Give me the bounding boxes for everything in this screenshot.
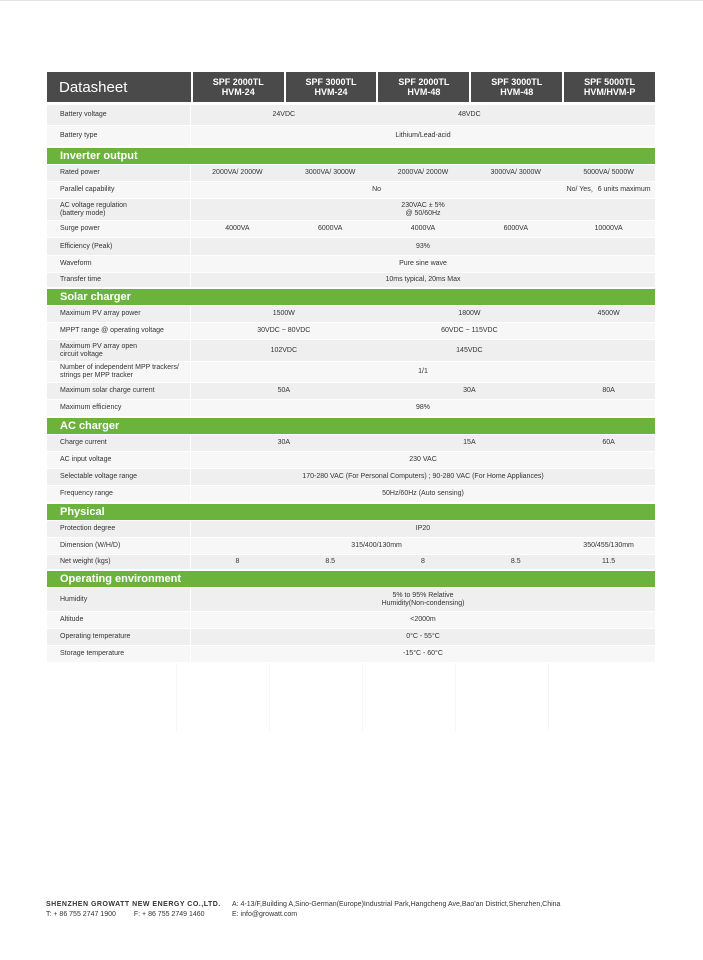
row-waveform (47, 256, 655, 272)
row-mppt-range (47, 323, 655, 339)
ghost-divider (269, 663, 270, 731)
value-surge-3: 4000VA (410, 225, 436, 232)
value-charge-current-24: 30A (277, 439, 291, 446)
model-1-name: SPF 2000TL HVM-24 (212, 77, 264, 97)
value-parallel-models-1-4: No (372, 186, 382, 193)
value-pv-power-48: 1800W (458, 310, 481, 317)
value-charge-current-48: 15A (463, 439, 476, 446)
model-2-name: SPF 3000TL HVM-24 (305, 77, 357, 97)
value-surge-4: 6000VA (503, 225, 528, 232)
value-weight-1: 8 (235, 558, 240, 565)
value-trackers: 1/1 (418, 368, 428, 375)
value-solar-current-5k: 80A (602, 387, 615, 394)
value-altitude: <2000m (410, 616, 436, 623)
ghost-divider (455, 663, 456, 731)
value-operating-temp: 0°C - 55°C (406, 633, 440, 640)
label-mppt-range: MPPT range @ operating voltage (47, 323, 191, 339)
label-battery-type: Battery type (47, 126, 191, 146)
row-efficiency (47, 238, 655, 255)
label-altitude: Altitude (47, 612, 191, 628)
row-weight (47, 555, 655, 569)
row-dimension (47, 538, 655, 554)
value-transfer-time: 10ms typical, 20ms Max (385, 276, 461, 283)
footer-tel: T: + 86 755 2747 1900 (46, 911, 116, 918)
label-dimension: Dimension (W/H/D) (47, 538, 191, 554)
section-operating-environment: Operating environment (47, 571, 655, 587)
label-waveform: Waveform (47, 256, 191, 272)
value-solar-current-24: 50A (277, 387, 291, 394)
value-frequency: 50Hz/60Hz (Auto sensing) (382, 490, 464, 497)
footer-fax: F: + 86 755 2749 1460 (133, 911, 205, 918)
model-1 (193, 72, 284, 102)
value-selectable-range: 170-280 VAC (For Personal Computers) ; 90-280 VAC (For Home Appliances) (302, 473, 544, 480)
model-2 (286, 72, 377, 102)
value-humidity: 5% to 95% Relative Humidity(Non-condensing) (381, 591, 465, 607)
value-surge-2: 6000VA (318, 225, 343, 232)
label-pv-power: Maximum PV array power (47, 306, 191, 322)
datasheet-title: Datasheet (47, 72, 191, 102)
label-parallel: Parallel capability (47, 182, 191, 198)
value-dimension-model-5: 350/455/130mm (583, 542, 634, 549)
footer-email[interactable]: E: info@growatt.com (232, 911, 298, 918)
row-ac-regulation (47, 199, 655, 220)
value-ac-regulation: 230VAC ± 5% @ 50/60Hz (401, 201, 445, 217)
row-frequency (47, 486, 655, 502)
row-transfer-time (47, 273, 655, 287)
value-rated-power-3: 2000VA/ 2000W (397, 169, 449, 176)
row-storage-temp (47, 646, 655, 662)
label-solar-current: Maximum solar charge current (47, 383, 191, 399)
label-rated-power: Rated power (47, 165, 191, 181)
footer-address: A: 4-13/F,Building A,Sino-German(Europe)Industrial Park,Hangcheng Ave,Bao'an District,Shenzhen,China (232, 901, 561, 908)
table-header (47, 72, 655, 102)
footer-contact (46, 900, 232, 920)
value-protection: IP20 (415, 525, 431, 532)
row-ac-input (47, 452, 655, 468)
value-pv-voc-24: 102VDC (270, 346, 298, 354)
value-dimension-models-1-4: 315/400/130mm (351, 542, 402, 549)
label-ac-regulation: AC voltage regulation (battery mode) (47, 199, 191, 220)
top-rule (0, 0, 703, 1)
label-battery-voltage: Battery voltage (47, 105, 191, 125)
label-weight: Net weight (kgs) (47, 555, 191, 569)
label-transfer-time: Transfer time (47, 273, 191, 287)
row-pv-power (47, 306, 655, 322)
footer-address-block (232, 900, 662, 920)
value-mppt-range-48: 60VDC ~ 115VDC (441, 327, 498, 334)
label-protection: Protection degree (47, 521, 191, 537)
row-max-efficiency (47, 400, 655, 416)
datasheet-table (47, 72, 655, 662)
value-weight-2: 8.5 (325, 558, 336, 565)
row-battery-voltage (47, 105, 655, 125)
value-parallel-model-5: No/ Yes，6 units maximum (566, 186, 651, 193)
row-operating-temp (47, 629, 655, 645)
row-humidity (47, 588, 655, 611)
model-4 (471, 72, 562, 102)
row-protection (47, 521, 655, 537)
label-ac-input: AC input voltage (47, 452, 191, 468)
section-ac-charger: AC charger (47, 418, 655, 434)
model-3-name: SPF 2000TL HVM-48 (398, 77, 450, 97)
value-storage-temp: -15°C - 60°C (403, 650, 443, 657)
value-solar-current-48: 30A (463, 387, 476, 394)
footer-phones (46, 910, 232, 920)
row-pv-voc (47, 340, 655, 361)
value-battery-voltage-48: 48VDC (458, 111, 481, 118)
label-storage-temp: Storage temperature (47, 646, 191, 662)
row-charge-current (47, 435, 655, 451)
label-surge-power: Surge power (47, 221, 191, 237)
model-4-name: SPF 3000TL HVM-48 (491, 77, 543, 97)
row-battery-type (47, 126, 655, 146)
section-solar-charger: Solar charger (47, 289, 655, 305)
label-trackers: Number of independent MPP trackers/ strings per MPP tracker (47, 362, 191, 382)
value-weight-5: 11.5 (602, 558, 616, 565)
value-pv-voc-48: 145VDC (456, 346, 483, 354)
value-efficiency: 93% (415, 242, 430, 250)
section-physical: Physical (47, 504, 655, 520)
value-surge-1: 4000VA (225, 225, 250, 232)
row-parallel (47, 182, 655, 198)
ghost-divider (176, 663, 177, 731)
value-pv-power-5k: 4500W (597, 310, 620, 317)
row-selectable-range (47, 469, 655, 485)
value-battery-voltage-24: 24VDC (272, 111, 296, 118)
value-surge-5: 10000VA (594, 225, 623, 232)
value-charge-current-5k: 60A (602, 439, 615, 446)
label-charge-current: Charge current (47, 435, 191, 451)
label-efficiency: Efficiency (Peak) (47, 238, 191, 255)
row-rated-power (47, 165, 655, 181)
value-waveform: Pure sine wave (399, 260, 447, 267)
label-humidity: Humidity (47, 588, 191, 611)
value-rated-power-1: 2000VA/ 2000W (212, 169, 263, 176)
value-ac-input: 230 VAC (409, 456, 437, 463)
section-inverter-output: Inverter output (47, 148, 655, 164)
label-selectable-range: Selectable voltage range (47, 469, 191, 485)
label-max-efficiency: Maximum efficiency (47, 400, 191, 416)
value-rated-power-2: 3000VA/ 3000W (304, 169, 356, 176)
value-battery-type: Lithium/Lead-acid (395, 132, 451, 139)
ghost-divider (362, 663, 363, 731)
value-max-efficiency: 98% (415, 404, 430, 411)
value-rated-power-4: 3000VA/ 3000W (490, 169, 542, 176)
value-weight-3: 8 (421, 558, 425, 565)
value-mppt-range-24: 30VDC ~ 80VDC (257, 327, 311, 334)
model-5-name: SPF 5000TL HVM/HVM-P (583, 77, 636, 97)
model-3 (378, 72, 469, 102)
row-trackers (47, 362, 655, 382)
model-5 (564, 72, 655, 102)
label-frequency: Frequency range (47, 486, 191, 502)
label-pv-voc: Maximum PV array open circuit voltage (47, 340, 191, 361)
value-pv-power-24: 1500W (272, 310, 295, 317)
row-altitude (47, 612, 655, 628)
value-weight-4: 8.5 (510, 558, 521, 565)
value-rated-power-5: 5000VA/ 5000W (583, 169, 634, 176)
row-surge-power (47, 221, 655, 237)
ghost-divider (548, 663, 549, 731)
row-solar-current (47, 383, 655, 399)
label-operating-temp: Operating temperature (47, 629, 191, 645)
footer-company: SHENZHEN GROWATT NEW ENERGY CO.,LTD. (46, 901, 221, 908)
